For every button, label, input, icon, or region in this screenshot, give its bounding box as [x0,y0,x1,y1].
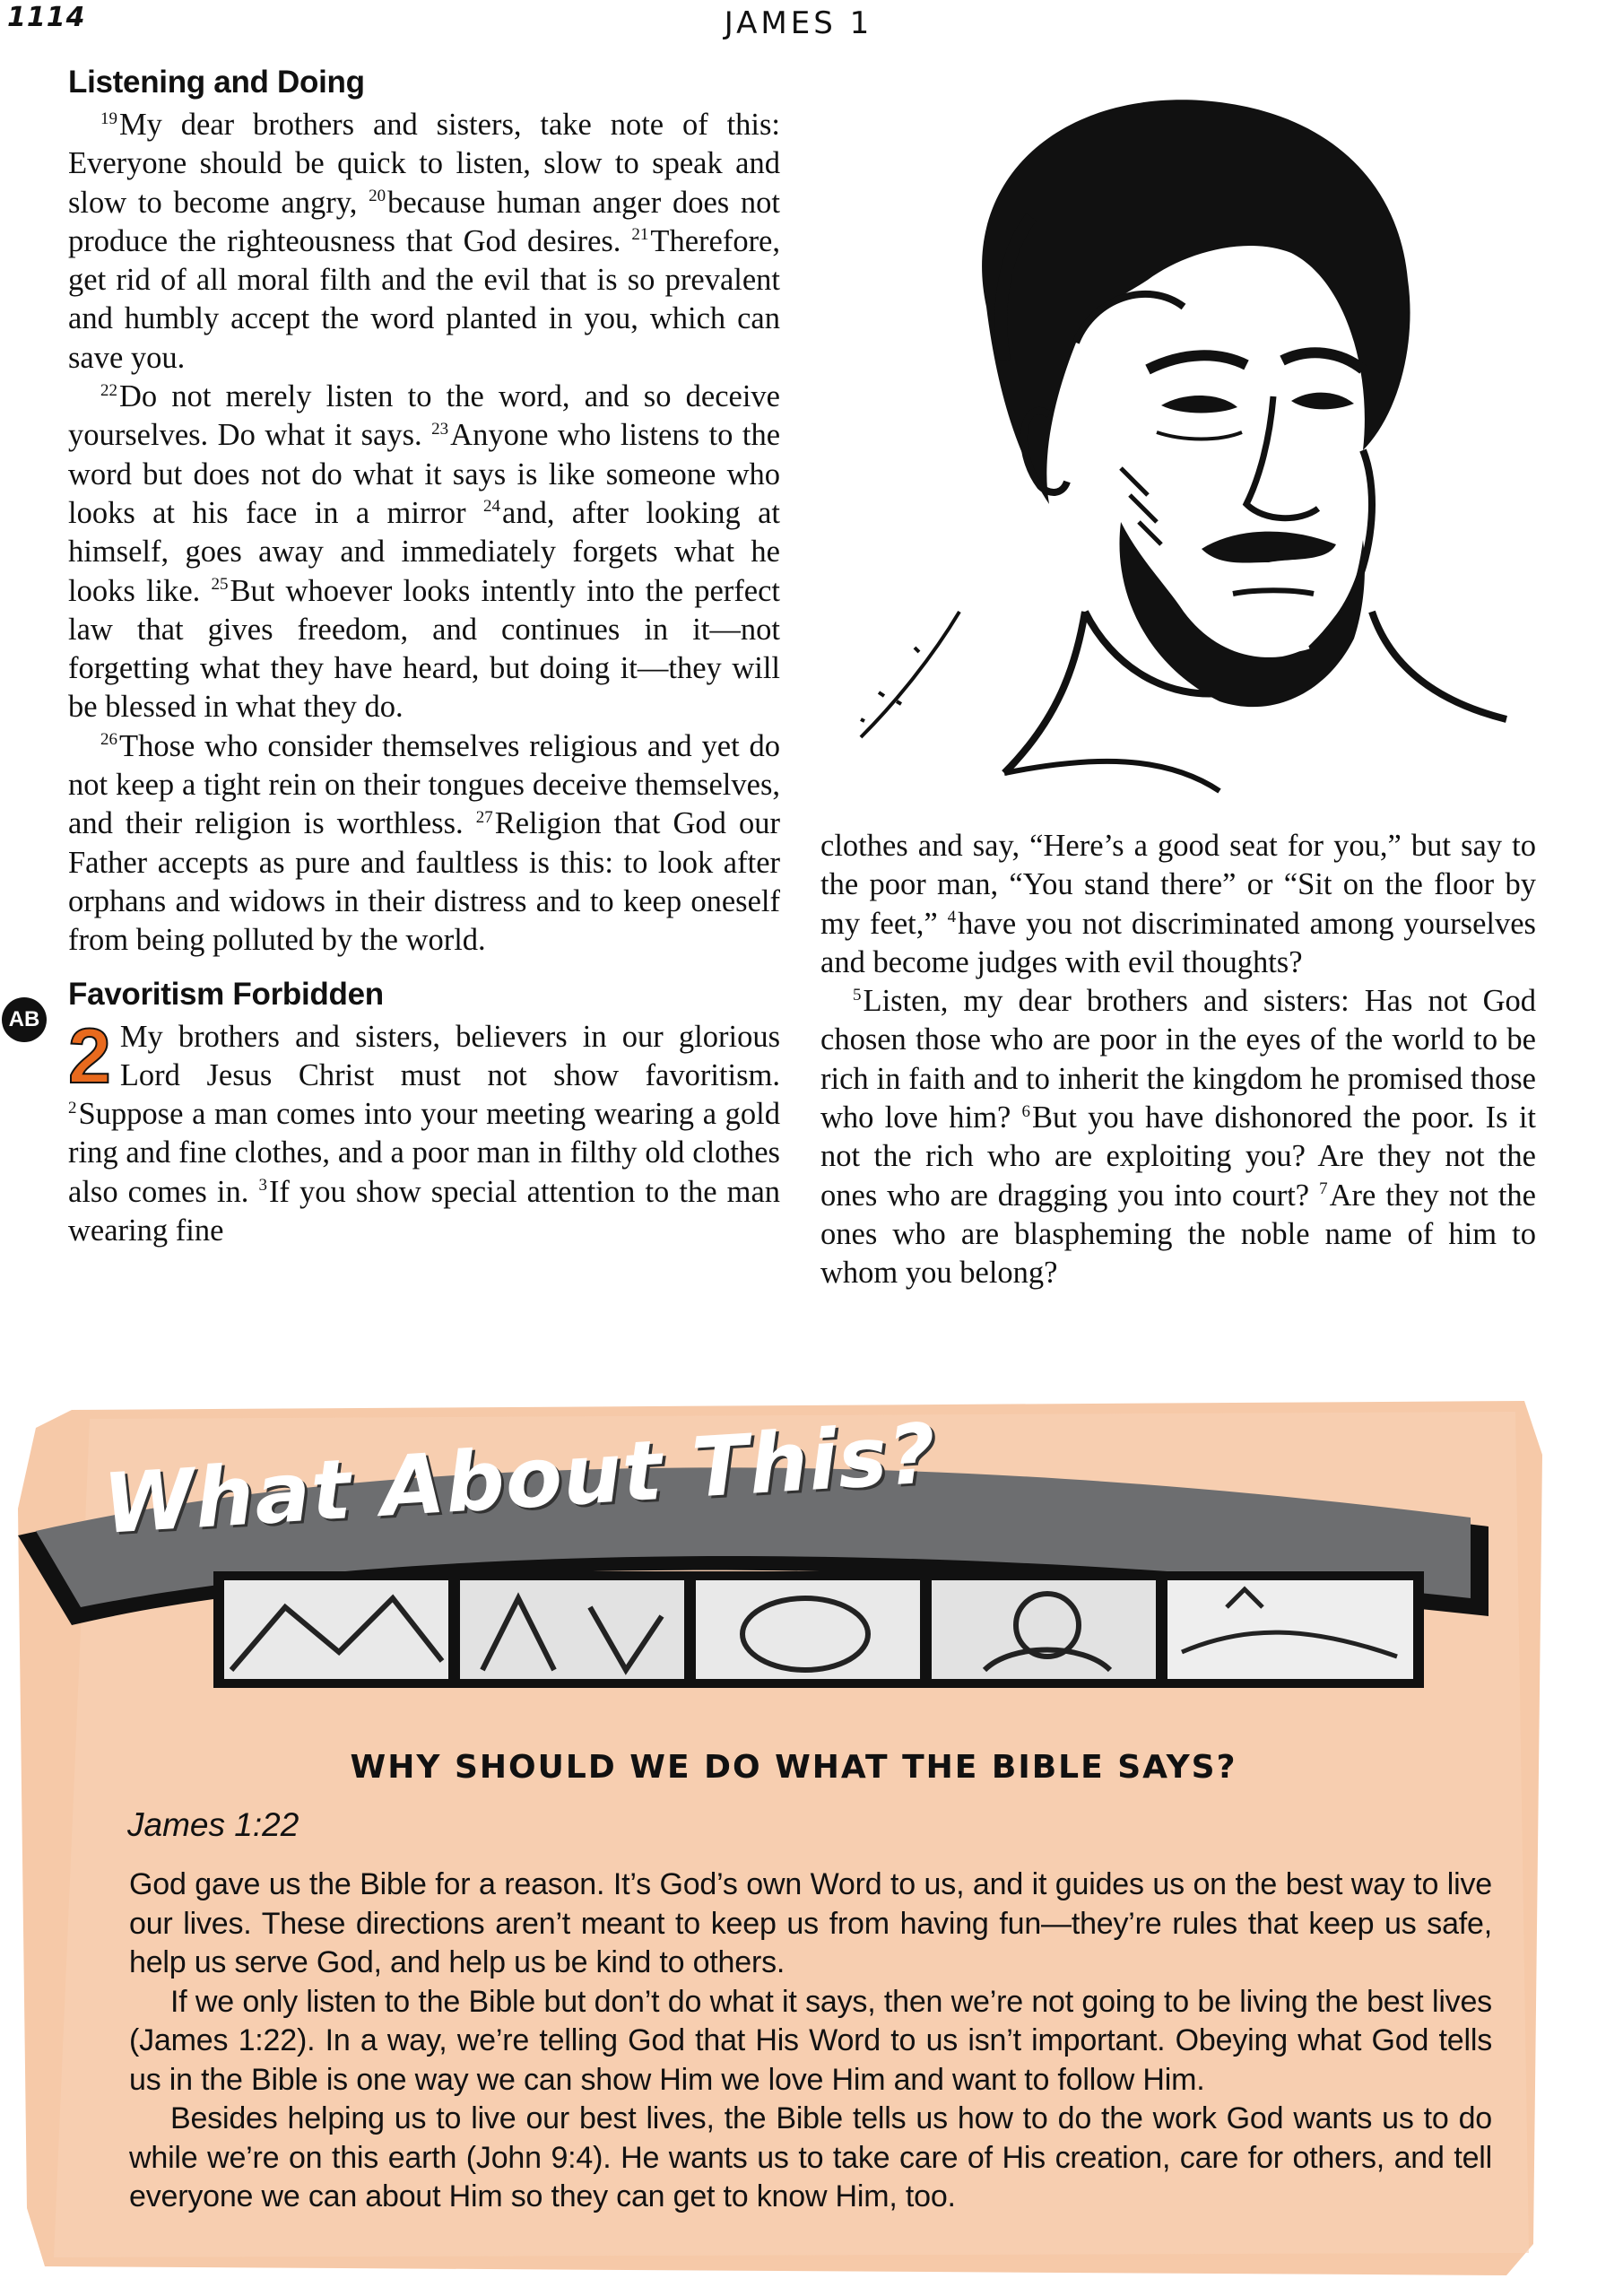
verse-text: Therefore, get rid of all moral filth and the evil that is so prevalent and humbly accept the word planted in you, which can save you. [68,223,780,375]
verse-number: 7 [1319,1179,1328,1199]
verse-text: have you not discriminated among yourselves and become judges with evil thoughts? [820,906,1536,979]
scripture-paragraph [68,378,780,727]
page-number: 1114 [7,2,86,33]
feature-paragraph: Besides helping us to live our best lives, the Bible tells us how to do the work God wants us to do while we’re on this earth (John 9:4). He wants us to take care of His creation, care for others, and tell everyone we can about Him so they can get to know Him, too. [129,2101,1492,2213]
left-column [68,65,780,1250]
chapter-number: 2 [68,1013,111,1100]
verse-number: 6 [1021,1101,1031,1121]
running-title: JAMES 1 [724,5,873,41]
verse-text: Do not merely listen to the word, and so deceive yourselves. Do what it says. [68,379,780,453]
feature-reference: James 1:22 [127,1806,299,1843]
verse-text: My brothers and sisters, believers in our glorious Lord Jesus Christ must not show favoritism. [119,1019,780,1092]
feature-paragraph: If we only listen to the Bible but don’t do what it says, then we’re not going to be living the best lives (James 1:22). In a way, we’re telling God that His Word to us isn’t important. Obeying what God tells us in the Bible is one way we can show Him we love Him and want to follow Him. [129,1984,1492,2097]
verse-number: 20 [369,187,386,206]
verse-text: Religion that God our Father accepts as pure and faultless is this: to look after orphans and widows in their distress and to keep oneself from being polluted by the world. [68,806,781,958]
scripture-paragraph [820,827,1536,982]
verse-number: 5 [853,985,862,1004]
verse-number: 23 [431,419,449,439]
feature-text [129,1866,1492,2217]
verse-text: because human anger does not produce the righteousness that God desires. [68,185,780,258]
scripture-paragraph [68,727,780,961]
portrait-illustration [825,74,1542,809]
verse-text: My dear brothers and sisters, take note of this: Everyone should be quick to listen, slow to speak and slow to become angry, [68,108,780,220]
verse-text: and, after looking at himself, goes away and immediately forgets what he looks like. [68,495,780,608]
verse-number: 24 [483,497,501,517]
verse-number: 26 [100,730,117,750]
verse-text: Suppose a man comes into your meeting wearing a gold ring and fine clothes, and a poor man in filthy old clothes also comes in. [68,1097,780,1209]
feature-question: WHY SHOULD WE DO WHAT THE BIBLE SAYS? [350,1749,1237,1786]
verse-number: 21 [631,225,649,245]
verse-text: Anyone who listens to the word but does not do what it says is like someone who looks at his face in a mirror [68,418,781,530]
verse-number: 19 [100,109,117,128]
section-heading-listening: Listening and Doing [68,65,365,100]
verse-number: 4 [947,908,957,927]
verse-text: clothes and say, “Here’s a good seat for you,” but say to the poor man, “You stand there” or “Sit on the floor by my feet,” [820,829,1536,941]
verse-text: Those who consider themselves religious and yet do not keep a tight rein on their tongues deceive themselves, and their religion is worthless. [68,728,780,841]
banner-title: What About This? [100,1405,940,1552]
feature-paragraph: God gave us the Bible for a reason. It’s God’s own Word to us, and it guides us on the best way to live our lives. These directions aren’t meant to keep us from having fun—they’re rules that keep us safe, help us serve God, and help us be kind to others. [129,1867,1492,1979]
section1-body [68,106,780,961]
verse-text: But whoever looks intently into the perfect law that gives freedom, and continues in it—not forgetting what they have heard, but doing it—they will be blessed in what they do. [68,573,780,725]
ab-badge: AB [2,997,47,1042]
filmstrip-illustrations [213,1571,1424,1688]
verse-number: 2 [68,1098,77,1118]
verse-number: 3 [258,1176,267,1196]
verse-number: 25 [211,575,229,595]
verse-number: 22 [100,380,117,400]
verse-text: But you have dishonored the poor. Is it not the rich who are exploiting you? Are they not the ones who are dragging you into court? [820,1100,1537,1213]
scripture-paragraph [68,106,780,378]
section-heading-favoritism: Favoritism Forbidden [68,976,384,1012]
scripture-paragraph [820,982,1536,1292]
verse-text: If you show special attention to the man wearing fine [68,1174,781,1248]
section2-paragraph [68,1013,781,1251]
verse-number: 27 [475,807,493,827]
verse-text: Are they not the ones who are blaspheming the noble name of him to whom you belong? [820,1178,1536,1291]
right-column [820,827,1536,1293]
verse-text: Listen, my dear brothers and sisters: Has not God chosen those who are poor in the eyes of the world to be rich in faith and to inherit the kingdom he promised those who love him? [820,984,1536,1135]
feature-box [18,1401,1569,2275]
